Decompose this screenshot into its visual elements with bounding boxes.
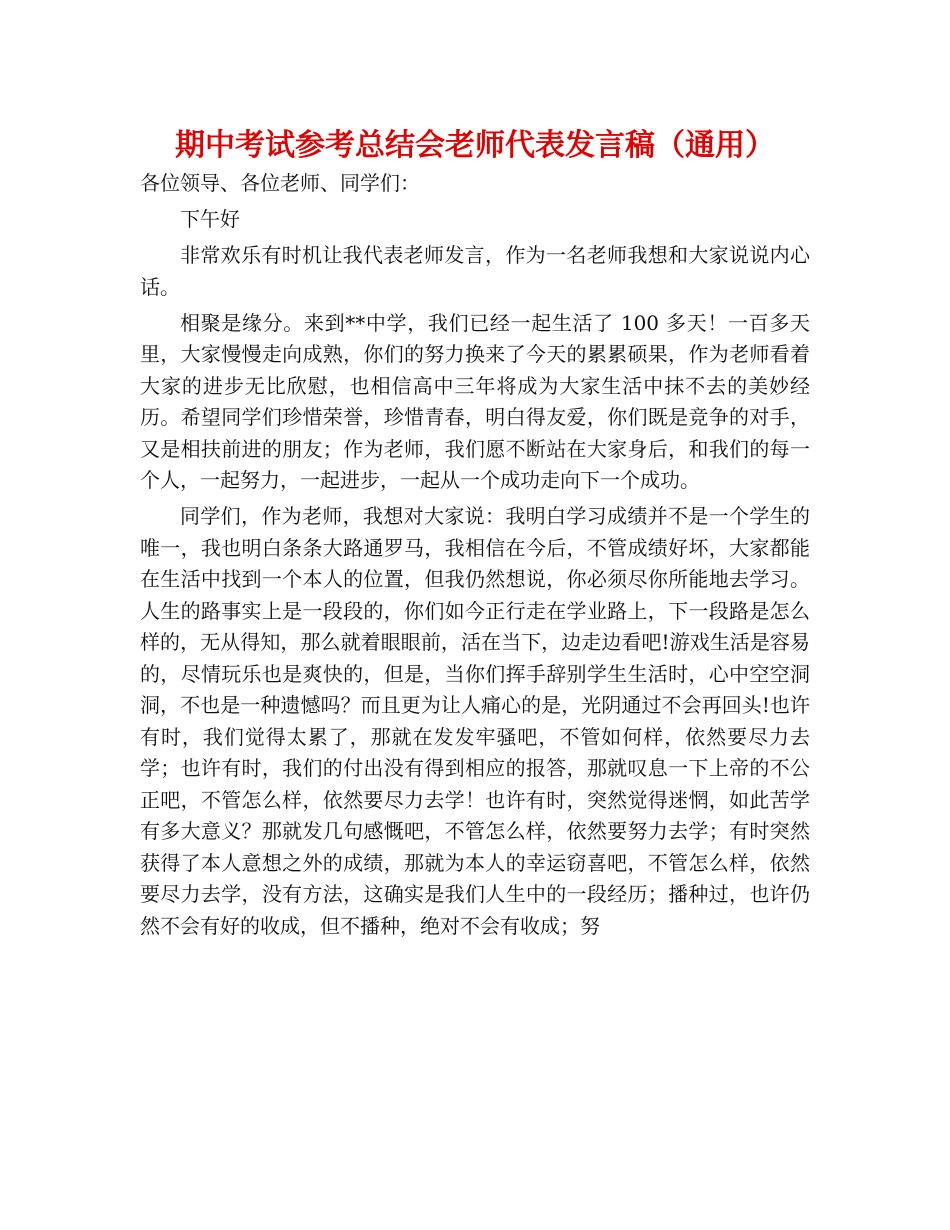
document-title: 期中考试参考总结会老师代表发言稿（通用） — [175, 128, 775, 163]
salutation: 各位领导、各位老师、同学们： — [140, 171, 420, 195]
paragraph-opening: 非常欢乐有时机让我代表老师发言，作为一名老师我想和大家说说内心话。 — [140, 243, 810, 299]
paragraph-reunion: 相聚是缘分。来到**中学，我们已经一起生活了 100 多天！一百多天里，大家慢慢走向成熟，你们的努力换来了今天的累累硕果，作为老师看着大家的进步无比欣慰，也相信高中三年将成为大家生活中抹不去的美妙经历。希望同学们珍惜荣誉，珍惜青春，明白得友爱，你们既是竞争的对手，又是相扶前进的朋友；作为老师，我们愿不断站在大家身后，和我们的每一个人，一起努力，一起进步，一起从一个成功走向下一个成功。 — [140, 310, 810, 492]
paragraph-greeting: 下午好 — [180, 207, 240, 231]
document-body — [140, 168, 810, 942]
paragraph-advice: 同学们，作为老师，我想对大家说：我明白学习成绩并不是一个学生的唯一，我也明白条条大路通罗马，我相信在今后，不管成绩好坏，大家都能在生活中找到一个本人的位置，但我仍然想说，你必须尽你所能地去学习。人生的路事实上是一段段的，你们如今正行走在学业路上，下一段路是怎么样的，无从得知，那么就着眼眼前，活在当下，边走边看吧!游戏生活是容易的，尽情玩乐也是爽快的，但是，当你们挥手辞别学生生活时，心中空空洞洞，不也是一种遗憾吗？而且更为让人痛心的是，光阴通过不会再回头!也许有时，我们觉得太累了，那就在发发牢骚吧，不管如何样，依然要尽力去学；也许有时，我们的付出没有得到相应的报答，那就叹息一下上帝的不公正吧，不管怎么样，依然要尽力去学！也许有时，突然觉得迷惘，如此苦学有多大意义？那就发几句感慨吧，不管怎么样，依然要努力去学；有时突然获得了本人意想之外的成绩，那就为本人的幸运窃喜吧，不管怎么样，依然要尽力去学，没有方法，这确实是我们人生中的一段经历；播种过，也许仍然不会有好的收成，但不播种，绝对不会有收成；努 — [140, 504, 810, 938]
